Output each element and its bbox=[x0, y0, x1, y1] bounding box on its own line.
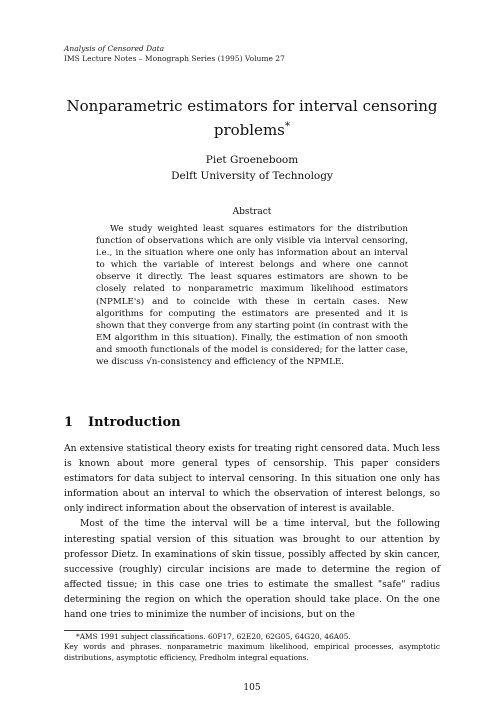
series-header bbox=[64, 44, 444, 64]
series-title: Analysis of Censored Data bbox=[64, 44, 165, 53]
footnote-ams: *AMS 1991 subject classifications. 60F17, 62E20, 62G05, 64G20, 46A05. bbox=[76, 632, 351, 641]
abstract-body bbox=[96, 223, 408, 368]
paper-title-text: Nonparametric estimators for interval censoring problems bbox=[66, 97, 438, 139]
footnote-keywords bbox=[64, 642, 440, 663]
body-text bbox=[64, 441, 440, 622]
section-title: Introduction bbox=[88, 415, 181, 430]
section-heading bbox=[64, 414, 440, 432]
author-name: Piet Groeneboom bbox=[205, 154, 299, 166]
body-paragraph-2: Most of the time the interval will be a time interval, but the following interesting spatial version of this situation was brought to our attention by professor Dietz. In examinations of skin tissue, possibly affected by skin cancer, successive (roughly) circular incisions are made to determine the region of affected tissue; in this case one tries to estimate the smallest "safe" radius determining the region on which the operation should take place. On the one hand one tries to minimize the number of incisions, but on the bbox=[64, 518, 440, 621]
abstract-text: We study weighted least squares estimators for the distribution function of observations which are only visible via interval censoring, i.e., in the situation where one only has information about an interval to which the variable of interest belongs and where one cannot observe it directly. The least squares estimators are shown to be closely related to nonparametric maximum likelihood estimators (NPMLE's) and to coincide with these in certain cases. New algorithms for computing the estimators are presented and it is shown that they converge from any starting point (in contrast with the EM algorithm in this situation). Finally, the estimation of non smooth and smooth functionals of the model is considered; for the latter case, we discuss √n-consistency and efficiency of the NPMLE. bbox=[96, 224, 408, 368]
body-paragraph-1: An extensive statistical theory exists for treating right censored data. Much less is known about more general types of censorship. This paper considers estimators for data subject to interval censoring. In this situation one only has information about an interval to which the observation of interest belongs, so only indirect information about the observation of interest is available. bbox=[64, 443, 440, 515]
author-affiliation: Delft University of Technology bbox=[171, 170, 333, 182]
page-number: 105 bbox=[243, 683, 261, 693]
keywords-text: nonparametric maximum likelihood, empirical processes, asymptotic distributions, asymptotic efficiency, Fredholm integral equations. bbox=[64, 642, 440, 662]
footnotes bbox=[64, 632, 440, 663]
series-volume: IMS Lecture Notes – Monograph Series (1995) Volume 27 bbox=[64, 54, 285, 63]
section-number: 1 bbox=[64, 415, 74, 430]
paper-title bbox=[64, 94, 440, 142]
keywords-label: Key words and phrases. bbox=[64, 642, 162, 652]
title-footnote-marker: * bbox=[284, 120, 291, 132]
footnote-rule bbox=[64, 630, 184, 631]
author-block bbox=[64, 152, 440, 184]
abstract-heading: Abstract bbox=[232, 207, 272, 217]
